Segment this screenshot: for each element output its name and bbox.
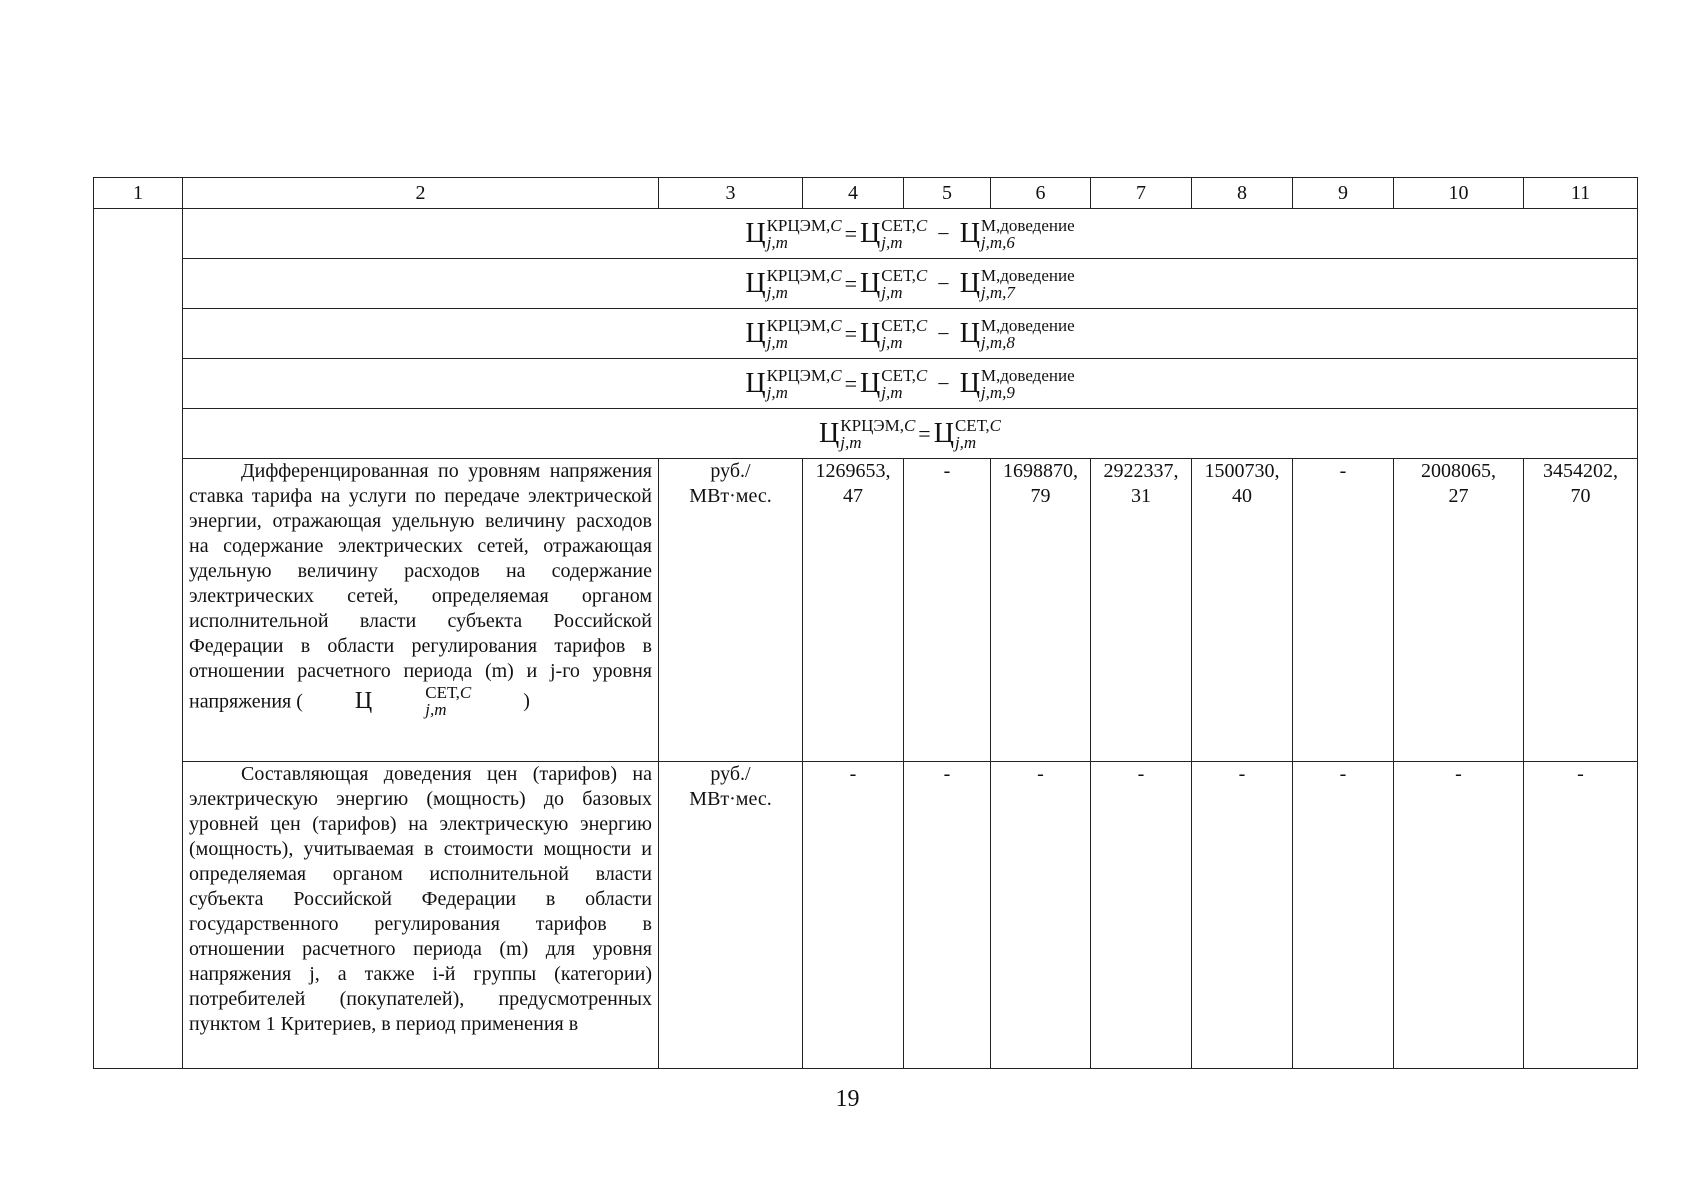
formula-cell	[183, 309, 1638, 359]
column-number: 10	[1394, 178, 1524, 209]
page-number: 19	[835, 1086, 860, 1112]
formula: Ц КРЦЭМ,C j,m = Ц СЕТ,C j,m − Ц М,доведение j,m,7	[745, 265, 1075, 302]
formula-cell	[183, 209, 1638, 259]
table-row	[94, 459, 1638, 762]
column-number: 11	[1524, 178, 1638, 209]
formula: Ц КРЦЭМ,C j,m = Ц СЕТ,C j,m − Ц М,доведение j,m,9	[745, 365, 1075, 402]
column-number: 1	[94, 178, 183, 209]
value-cell: -	[1293, 459, 1394, 762]
description-cell: Составляющая доведения цен (тарифов) на электрическую энергию (мощность) до базовых уровней цен (тарифов) на электрическую энергию (мощность), учитываемая в стоимости мощности и определяемая органом исполнительной власти субъекта Российской Федерации в области государственного регулирования тарифов в отношении расчетного периода (m) для уровня напряжения j, а также i-й группы (категории) потребителей (покупателей), предусмотренных пунктом 1 Критериев, в период применения в	[183, 762, 659, 1069]
column-number: 5	[904, 178, 991, 209]
column-number: 9	[1293, 178, 1394, 209]
formula-row	[94, 309, 1638, 359]
value-cell: 1269653, 47	[803, 459, 904, 762]
value-cell: 2922337, 31	[1091, 459, 1192, 762]
value-cell: -	[1524, 762, 1638, 1069]
formula-row	[94, 259, 1638, 309]
value-cell: -	[1394, 762, 1524, 1069]
unit-cell: руб./ МВт·мес.	[659, 762, 803, 1069]
value-cell: 2008065, 27	[1394, 459, 1524, 762]
value-cell: 1698870, 79	[991, 459, 1091, 762]
column-number: 2	[183, 178, 659, 209]
description-cell: Дифференцированная по уровням напряжения ставка тарифа на услуги по передаче электрической энергии, отражающая удельную величину расходов на содержание электрических сетей, отражающая удельную величину расходов на содержание электрических сетей, определяемая органом исполнительной власти субъекта Российской Федерации в области регулирования тарифов в отношении расчетного периода (m) и j-го уровня напряжения ( Ц СЕТ,C j,m )	[183, 459, 659, 762]
value-cell: -	[1293, 762, 1394, 1069]
value-cell: -	[1192, 762, 1293, 1069]
formula-row	[94, 409, 1638, 459]
column-number: 4	[803, 178, 904, 209]
value-cell: -	[991, 762, 1091, 1069]
table-row	[94, 762, 1638, 1069]
column-number: 8	[1192, 178, 1293, 209]
column-number: 3	[659, 178, 803, 209]
formula-row	[94, 359, 1638, 409]
unit-cell: руб./ МВт·мес.	[659, 459, 803, 762]
formula: Ц КРЦЭМ,C j,m = Ц СЕТ,C j,m − Ц М,доведение j,m,6	[745, 215, 1075, 252]
column-number: 6	[991, 178, 1091, 209]
value-cell: 3454202, 70	[1524, 459, 1638, 762]
value-cell: -	[904, 459, 991, 762]
formula-cell	[183, 359, 1638, 409]
formula-row	[94, 209, 1638, 259]
row-number-cell	[94, 209, 183, 1069]
value-cell: 1500730, 40	[1192, 459, 1293, 762]
value-cell: -	[1091, 762, 1192, 1069]
formula-cell	[183, 409, 1638, 459]
value-cell: -	[803, 762, 904, 1069]
formula-cell	[183, 259, 1638, 309]
column-number: 7	[1091, 178, 1192, 209]
value-cell: -	[904, 762, 991, 1069]
formula: Ц КРЦЭМ,C j,m = Ц СЕТ,C j,m − Ц М,доведение j,m,8	[745, 315, 1075, 352]
formula: Ц КРЦЭМ,C j,m = Ц СЕТ,C j,m	[819, 415, 1001, 452]
tariff-table	[93, 177, 1638, 1069]
column-number-row	[94, 178, 1638, 209]
